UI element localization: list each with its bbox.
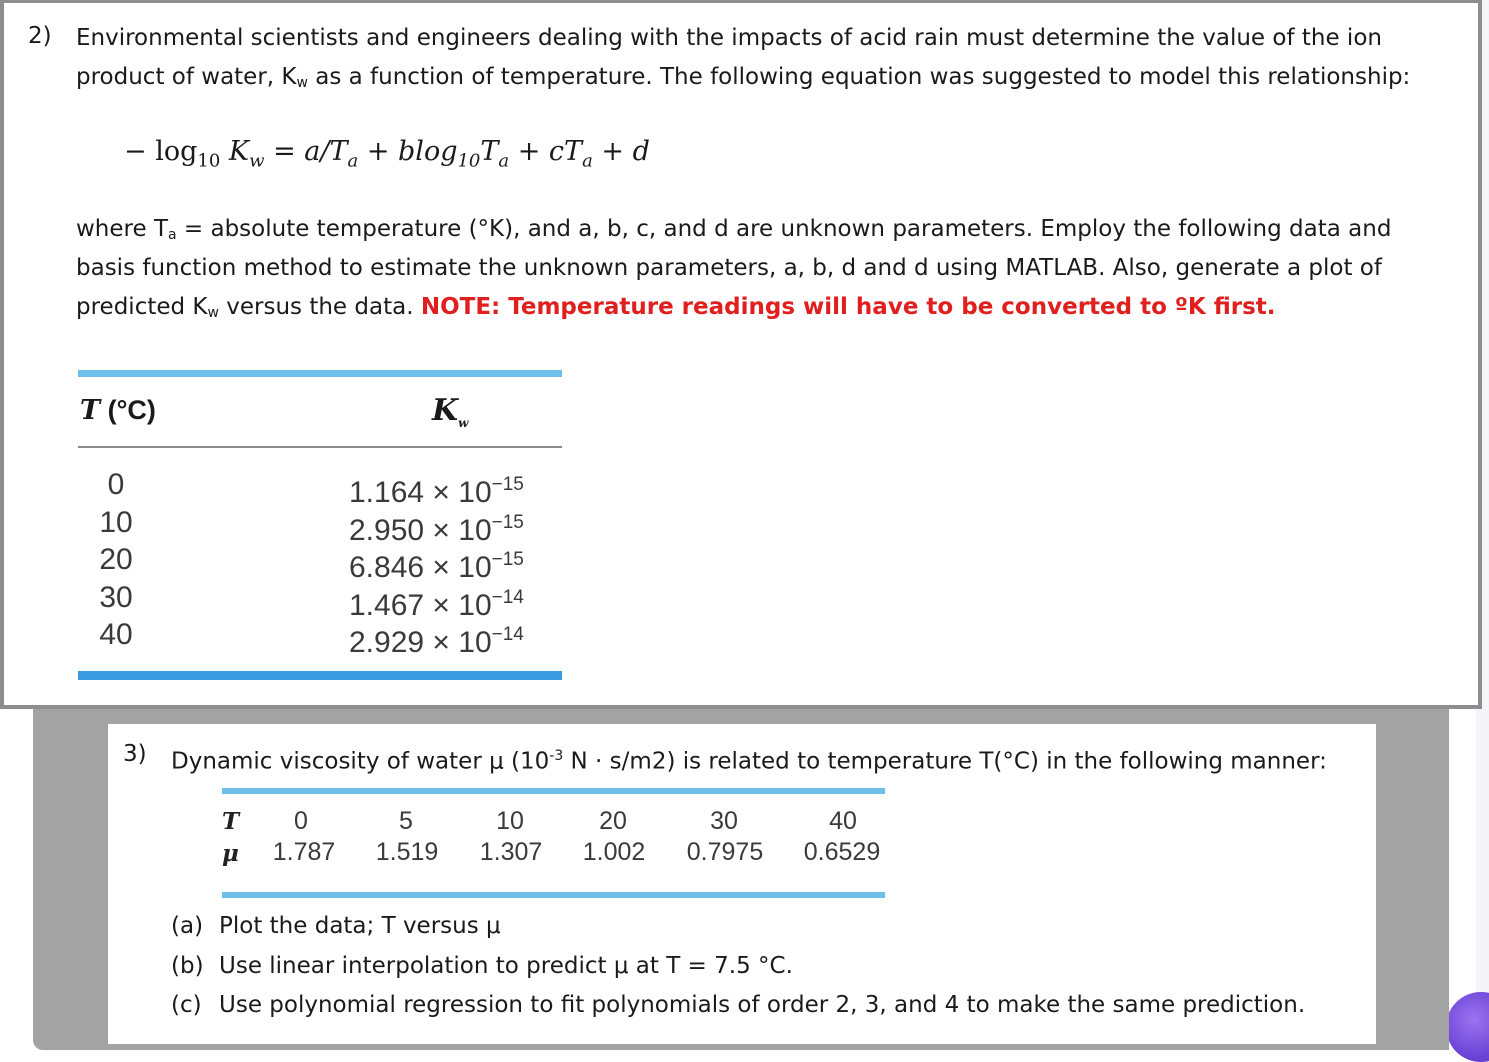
kw-table-temperature-column — [94, 466, 138, 654]
question2-line5: predicted Kw versus the data. NOTE: Temperature readings will have to be converted to ºK first. — [76, 294, 1276, 321]
part-b-text: Use linear interpolation to predict μ at T = 7.5 °C. — [219, 953, 793, 979]
part-c-label: (c) — [171, 992, 202, 1018]
kw-table-k-cell: $6.846 \times 10^{-15}$ — [349, 549, 524, 584]
mu-table-t-label: T — [222, 808, 240, 835]
kw-table-t-cell: 30 — [99, 580, 133, 614]
part-b-label: (b) — [171, 953, 204, 979]
kw-table-t-cell: 0 — [107, 468, 125, 501]
kw-table-k-cell: $2.950 \times 10^{-15}$ — [349, 511, 524, 547]
part-a-text: Plot the data; T versus μ — [219, 913, 501, 939]
kw-table-kw-column — [349, 466, 564, 659]
mu-table-mu-cell: 0.7975 — [686, 838, 764, 866]
question2-number: 2) — [28, 23, 52, 49]
kw-table-k-cell: $1.467 \times 10^{-14}$ — [349, 586, 524, 622]
note-text: NOTE: Temperature readings will have to be converted to ºK first. — [420, 294, 1276, 320]
question3-number: 3) — [123, 741, 147, 767]
kw-table-t-cell: 40 — [99, 618, 133, 651]
mu-table-mu-cell: 1.787 — [272, 838, 336, 866]
mu-table-mu-cell: 1.002 — [582, 838, 646, 866]
question2-line4: basis function method to estimate the unknown parameters, a, b, d and d using MATLAB. Also, generate a plot of — [76, 255, 1382, 281]
kw-table-t-cell: 10 — [99, 505, 133, 539]
mu-table-t-cell: 10 — [496, 807, 524, 835]
mu-table-mu-label: μ — [222, 840, 239, 867]
question2-line1: Environmental scientists and engineers dealing with the impacts of acid rain must determine the value of the ion — [76, 25, 1382, 51]
mu-table-mu-cell: 0.6529 — [803, 838, 881, 866]
mu-table-mu-cell: 1.519 — [375, 838, 439, 866]
kw-table-k-cell: $2.929 \times 10^{-14}$ — [349, 624, 524, 659]
kw-table-header-k: $K_w$ — [432, 393, 469, 430]
decorative-blob — [1446, 992, 1489, 1062]
mu-table-t-cell: 20 — [599, 807, 627, 835]
mu-table-mu-cell: 1.307 — [479, 838, 543, 866]
mu-table-t-cell: 0 — [294, 807, 308, 835]
kw-table-header-t: T (°C) — [80, 395, 156, 426]
kw-table-t-cell: 20 — [99, 543, 133, 576]
part-a-label: (a) — [171, 913, 204, 939]
question3-panel — [108, 724, 1376, 1044]
kw-table-top-rule — [78, 370, 562, 377]
mu-table-bottom-rule — [222, 892, 885, 898]
kw-equation: − $\log_{10} K_w = a/T_a + blog_{10}T_a + cT_a + d$ — [124, 136, 650, 172]
mu-table-t-cell: 5 — [399, 807, 413, 835]
question2-line2: product of water, Kw as a function of temperature. The following equation was suggested to model this relationship: — [76, 64, 1411, 91]
question2-line3: where Ta = absolute temperature (°K), and a, b, c, and d are unknown parameters. Employ the following data and — [76, 216, 1392, 243]
mu-table-t-cell: 40 — [829, 807, 857, 835]
mu-table-t-cell: 30 — [710, 807, 738, 835]
kw-table-k-cell: $1.164 \times 10^{-15}$ — [349, 474, 524, 509]
part-c-text: Use polynomial regression to fit polynomials of order 2, 3, and 4 to make the same prediction. — [219, 992, 1306, 1018]
mu-table-top-rule — [222, 788, 885, 794]
kw-table-bottom-rule — [78, 671, 562, 680]
question3-text: Dynamic viscosity of water μ ($10^{-3}$ N · s/m2) is related to temperature T(°C) in the following manner: — [171, 748, 1327, 775]
kw-table-header-rule — [78, 446, 562, 448]
